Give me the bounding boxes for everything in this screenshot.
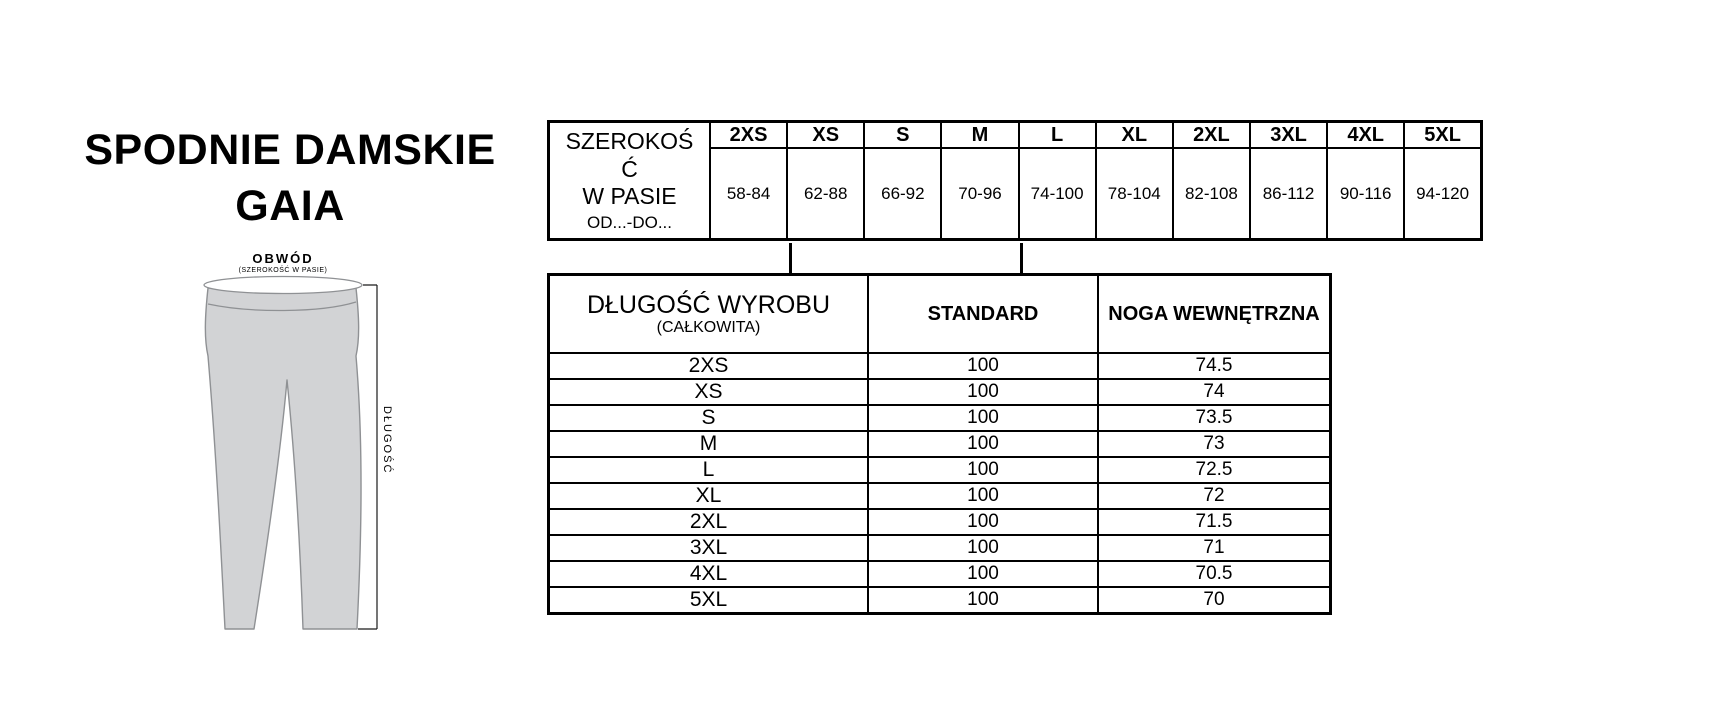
size-cell: 4XL	[549, 561, 869, 587]
waist-table-header-cell	[549, 122, 711, 240]
size-cell: 5XL	[549, 587, 869, 614]
size-cell: 2XL	[549, 509, 869, 535]
table-row	[549, 535, 1331, 561]
size-cell: 3XL	[549, 535, 869, 561]
waist-range-cell: 66-92	[864, 148, 941, 240]
size-header-cell: 2XS	[710, 122, 787, 149]
waist-range-cell: 58-84	[710, 148, 787, 240]
standard-cell: 100	[868, 379, 1098, 405]
page-title	[70, 122, 510, 234]
waist-header-line3: OD...-DO...	[587, 212, 672, 232]
waist-range-cell: 94-120	[1404, 148, 1481, 240]
waist-header-line2: W PASIE	[582, 183, 677, 210]
waist-range-cell: 62-88	[787, 148, 864, 240]
inner-leg-cell: 72	[1098, 483, 1331, 509]
standard-cell: 100	[868, 405, 1098, 431]
size-header-cell: S	[864, 122, 941, 149]
standard-cell: 100	[868, 561, 1098, 587]
waist-range-cell: 90-116	[1327, 148, 1404, 240]
standard-cell: 100	[868, 587, 1098, 614]
inner-leg-cell: 73	[1098, 431, 1331, 457]
table-row	[549, 379, 1331, 405]
inner-leg-cell: 72.5	[1098, 457, 1331, 483]
table-row	[549, 561, 1331, 587]
pants-shape	[205, 288, 361, 629]
inner-leg-cell: 74.5	[1098, 353, 1331, 379]
table-row	[549, 353, 1331, 379]
table-row	[549, 483, 1331, 509]
product-length-table	[547, 273, 1332, 615]
size-cell: 2XS	[549, 353, 869, 379]
waist-width-table	[547, 120, 1483, 241]
inner-leg-cell: 70	[1098, 587, 1331, 614]
table-connector-line	[789, 243, 792, 273]
standard-cell: 100	[868, 509, 1098, 535]
table-row	[549, 457, 1331, 483]
length-title: DŁUGOŚĆ WYROBU	[586, 291, 831, 319]
table-row	[549, 431, 1331, 457]
waist-range-cell: 74-100	[1019, 148, 1096, 240]
size-cell: S	[549, 405, 869, 431]
size-header-cell: M	[941, 122, 1018, 149]
pants-illustration	[150, 238, 420, 648]
size-header-cell: 5XL	[1404, 122, 1481, 149]
table-row	[549, 509, 1331, 535]
size-header-cell: 2XL	[1173, 122, 1250, 149]
length-label: DŁUGOŚĆ	[381, 406, 393, 475]
title-line-model: GAIA	[235, 182, 345, 230]
size-header-cell: 4XL	[1327, 122, 1404, 149]
table-connector-line	[1020, 243, 1023, 273]
waist-table-size-row	[549, 122, 1482, 149]
standard-header-cell: STANDARD	[868, 275, 1098, 354]
inner-leg-cell: 71.5	[1098, 509, 1331, 535]
pants-diagram	[150, 238, 420, 648]
inner-leg-cell: 74	[1098, 379, 1331, 405]
waist-range-cell: 86-112	[1250, 148, 1327, 240]
inner-leg-cell: 71	[1098, 535, 1331, 561]
size-header-cell: L	[1019, 122, 1096, 149]
table-row	[549, 405, 1331, 431]
inner-leg-header-cell: NOGA WEWNĘTRZNA	[1098, 275, 1331, 354]
table-row	[549, 587, 1331, 614]
length-table-header-row	[549, 275, 1331, 354]
waist-circumference-label: OBWÓD	[252, 251, 314, 266]
size-cell: XL	[549, 483, 869, 509]
size-header-cell: XL	[1096, 122, 1173, 149]
standard-cell: 100	[868, 353, 1098, 379]
waist-circumference-sublabel: (SZEROKOŚĆ W PASIE)	[238, 267, 328, 274]
standard-cell: 100	[868, 483, 1098, 509]
waist-range-cell: 82-108	[1173, 148, 1250, 240]
waist-range-cell: 78-104	[1096, 148, 1173, 240]
standard-cell: 100	[868, 457, 1098, 483]
standard-cell: 100	[868, 535, 1098, 561]
size-header-cell: XS	[787, 122, 864, 149]
inner-leg-cell: 73.5	[1098, 405, 1331, 431]
size-header-cell: 3XL	[1250, 122, 1327, 149]
size-cell: XS	[549, 379, 869, 405]
waist-range-cell: 70-96	[941, 148, 1018, 240]
waist-header-line1: SZEROKOŚĆ	[565, 127, 694, 182]
waist-opening	[204, 277, 362, 294]
standard-cell: 100	[868, 431, 1098, 457]
title-line-product: SPODNIE DAMSKIE	[84, 126, 496, 174]
size-cell: L	[549, 457, 869, 483]
size-cell: M	[549, 431, 869, 457]
length-subtitle: (CAŁKOWITA)	[656, 319, 761, 336]
inner-leg-cell: 70.5	[1098, 561, 1331, 587]
length-title-cell	[549, 275, 869, 354]
